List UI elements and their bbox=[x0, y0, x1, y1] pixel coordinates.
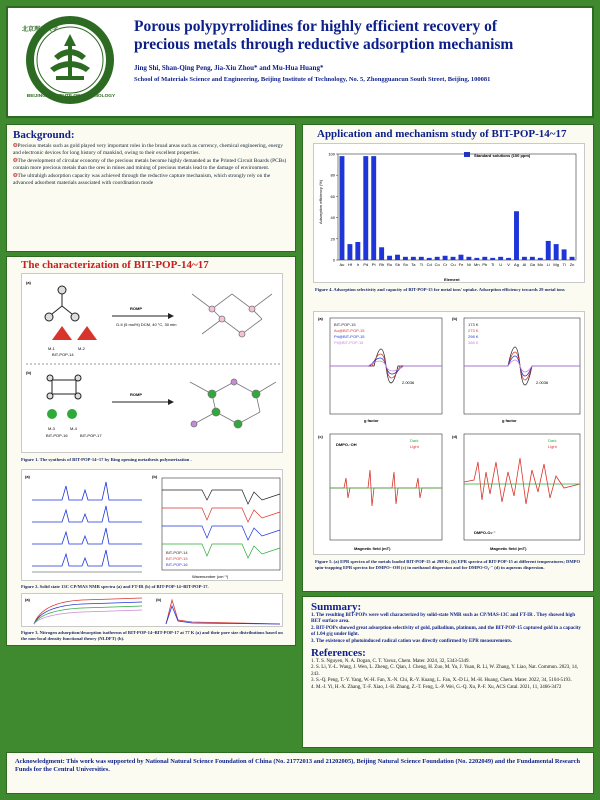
epr-panel-label: (b) bbox=[452, 316, 458, 321]
x-tick-label: Ti bbox=[419, 262, 423, 267]
psd-curves bbox=[166, 600, 280, 624]
chart-bar bbox=[340, 156, 345, 260]
chart-bar bbox=[427, 258, 432, 260]
product-label: BIT-POP-16 bbox=[46, 433, 68, 438]
chart-bar bbox=[506, 258, 511, 260]
x-tick-label: Li bbox=[546, 262, 550, 267]
chart-bar bbox=[371, 156, 376, 260]
characterization-title: The characterization of BIT-POP-14~17 bbox=[21, 259, 209, 271]
monomer-label: M-4 bbox=[70, 426, 77, 431]
summary-title: Summary: bbox=[311, 601, 362, 613]
g-value-label: 2.0036 bbox=[402, 380, 415, 385]
x-tick-label: Ga bbox=[529, 262, 536, 267]
title-line-2: precious metals through reductive adsorption mechanism bbox=[134, 36, 514, 53]
chart-bar bbox=[474, 258, 479, 260]
acknowledgment-text: Acknowledgment: This work was supported by National Natural Science Foundation of China (No. 21772013 and 21202005), Beijing Natural Science Foundation (No. 2202049) and the Fundamental Research Funds for the Central Universities. bbox=[15, 758, 581, 774]
x-tick-label: Cd bbox=[426, 262, 432, 267]
affiliation: School of Materials Science and Engineering, Beijing Institute of Technology, No. 5, Zhongguancun South Street, Beijing, 100081 bbox=[134, 76, 491, 83]
ftir-legend: BIT-POP-16 bbox=[166, 562, 188, 567]
epr-b-legend: 298 K bbox=[468, 334, 479, 339]
x-tick-label: Pt bbox=[371, 262, 376, 267]
x-tick-label: Al bbox=[522, 262, 527, 267]
epr-a-curves bbox=[330, 349, 442, 383]
epr-cd-xlabel: Magnetic field (mT) bbox=[354, 546, 391, 551]
chart-bar bbox=[554, 244, 559, 260]
chart-bar bbox=[435, 257, 440, 260]
chart-bar bbox=[466, 257, 471, 260]
reagent-label: ROMP bbox=[130, 392, 142, 397]
chart-bar bbox=[411, 257, 416, 260]
y-tick-label: 60 bbox=[330, 193, 335, 199]
reference-item: 2. S. Li, Y.-L. Wang, J. Wen, L. Zheng, C. Qian, J. Cheng, H. Zuo, M. Yu, J. Yuan, R. Li, W. Zhang, Y. Liao, Nat. Commun. 2023, 14, 243. bbox=[311, 665, 578, 677]
x-tick-label: Hf bbox=[347, 262, 352, 267]
figure-4-caption: Figure 4. Adsorption selectivity and capacity of BIT-POP-15 for metal ions' uptake. Adsorption efficiency towards 29 metal ions bbox=[315, 287, 565, 292]
dmpo-o2-label: DMPO-O₂·⁻ bbox=[474, 530, 496, 535]
poster-header bbox=[6, 6, 594, 118]
chart-bar bbox=[490, 258, 495, 260]
ftir-legend: BIT-POP-15 bbox=[166, 556, 188, 561]
x-tick-label: Sn bbox=[402, 262, 408, 267]
adsorption-bar-chart bbox=[314, 144, 586, 284]
product-label: BIT-POP-14 bbox=[52, 352, 74, 357]
chart-bar bbox=[562, 249, 567, 260]
chart-bar bbox=[363, 156, 368, 260]
polymer-network-b bbox=[190, 379, 276, 428]
monomer-label: M-1 bbox=[48, 346, 55, 351]
epr-cd-xlabel: Magnetic field (mT) bbox=[490, 546, 527, 551]
authors: Jing Shi, Shan-Qing Peng, Jia-Xiu Zhou* and Mu-Hua Huang* bbox=[134, 64, 324, 72]
chart-bar bbox=[379, 247, 384, 260]
ftir-xlabel: Wavenumber (cm⁻¹) bbox=[192, 574, 229, 579]
x-tick-label: Cr bbox=[442, 262, 448, 267]
monomer-m3 bbox=[47, 375, 81, 399]
epr-a-legend: Au@BIT-POP-15 bbox=[334, 328, 365, 333]
epr-c-legend: Dark bbox=[410, 438, 419, 443]
x-tick-label: Ag bbox=[514, 262, 519, 267]
chart-bar bbox=[498, 257, 503, 260]
figure-5 bbox=[313, 311, 585, 555]
chart-bar bbox=[419, 257, 424, 260]
x-tick-label: Cu bbox=[450, 262, 456, 267]
figure-4-chart bbox=[313, 143, 585, 283]
epr-a-legend: BIT-POP-15 bbox=[334, 322, 356, 327]
chart-bar bbox=[403, 257, 408, 260]
ftir-legend: BIT-POP-14 bbox=[166, 550, 188, 555]
chart-bar bbox=[387, 256, 392, 260]
application-section bbox=[302, 124, 594, 592]
figure-1-scheme bbox=[21, 273, 283, 453]
chart-bar bbox=[355, 242, 360, 260]
characterization-section bbox=[6, 256, 296, 646]
epr-a-legend: Pd@BIT-POP-15 bbox=[334, 334, 365, 339]
figure-1-caption: Figure 1. The synthesis of BIT-POP-14~17 by Ring opening metathesis polymerization . bbox=[21, 457, 192, 462]
g-value-label: 2.0036 bbox=[536, 380, 549, 385]
epr-b-legend: 388 K bbox=[468, 340, 479, 345]
nmr-spectra bbox=[32, 482, 142, 566]
application-title: Application and mechanism study of BIT-POP-14~17 bbox=[317, 128, 567, 140]
dmpo-oh-label: DMPO-·OH bbox=[336, 442, 357, 447]
chart-bar bbox=[451, 257, 456, 260]
epr-b-legend: 273 K bbox=[468, 328, 479, 333]
chart-bar bbox=[538, 258, 543, 260]
figure-2-caption: Figure 2. Solid state 13C CP/MAS NMR spectra (a) and FT-IR (b) of BIT-POP-14~BIT-POP-17. bbox=[21, 584, 209, 589]
x-tick-label: Ir bbox=[356, 262, 360, 267]
x-tick-label: Ti bbox=[491, 262, 495, 267]
monomer-m2 bbox=[52, 326, 97, 340]
x-tick-label: Ta bbox=[411, 262, 416, 267]
monomer-label: M-2 bbox=[78, 346, 85, 351]
acknowledgment-section bbox=[6, 752, 594, 794]
monomer-label: M-3 bbox=[48, 426, 55, 431]
y-tick-label: 100 bbox=[328, 151, 335, 157]
chart-bar bbox=[546, 241, 551, 260]
figure-2 bbox=[21, 469, 283, 581]
scheme-b-label: (b) bbox=[26, 370, 32, 375]
summary-item: 2. BIT-POPs showed great adsorption selectivity of gold, palladium, platinum, and the BIT-POP-15 captured gold in a capacity of 1.04 g/g under light. bbox=[311, 625, 581, 638]
title-line-1: Porous polypyrrolidines for highly efficient recovery of bbox=[134, 18, 498, 35]
reference-item: 4. M.-J. Yi, H.-X. Zhang, T.-F. Xiao, J.-H. Zhang, Z.-T. Feng, L.-P. Wei, G.-Q. Xu, P.-F. Xu, ACS Catal. 2021, 11, 3466-3472 bbox=[311, 684, 562, 690]
logo-chinese-text: 北京理工大学 bbox=[22, 27, 59, 33]
x-tick-label: Co bbox=[434, 262, 440, 267]
summary-item: 1. The resulting BIT-POPs were well characterized by solid-state NMR such as CP/MAS-13C and FT-IR . They showed high BET surface area. bbox=[311, 613, 576, 625]
chart-bar bbox=[347, 244, 352, 260]
chart-bar bbox=[395, 255, 400, 260]
y-tick-label: 40 bbox=[330, 215, 335, 221]
x-tick-label: Fe bbox=[458, 262, 464, 267]
monomer-m4 bbox=[47, 409, 77, 419]
epr-xlabel: g factor bbox=[502, 418, 517, 423]
x-tick-label: Sb bbox=[395, 262, 400, 267]
x-tick-label: Pb bbox=[482, 262, 488, 267]
panel-a-label: (a) bbox=[25, 474, 30, 479]
epr-panel-label: (d) bbox=[452, 434, 458, 439]
x-tick-label: Ni bbox=[467, 262, 471, 267]
reagent-label: ROMP bbox=[130, 306, 142, 311]
x-tick-label: Au bbox=[339, 262, 345, 267]
chart-bar bbox=[443, 256, 448, 260]
x-tick-label: Rh bbox=[379, 262, 385, 267]
x-tick-label: Zn bbox=[569, 262, 575, 267]
y-tick-label: 80 bbox=[330, 172, 335, 178]
chart-x-label: Element bbox=[444, 277, 460, 282]
epr-a-legend: Pt@BIT-POP-15 bbox=[334, 340, 364, 345]
chart-y-label: Adsorption efficiency (%) bbox=[318, 179, 323, 224]
epr-panel-label: (c) bbox=[318, 434, 323, 439]
isotherm-curves bbox=[34, 598, 142, 624]
x-tick-label: V bbox=[507, 262, 510, 267]
epr-panel-label: (a) bbox=[318, 316, 323, 321]
chart-bar bbox=[522, 257, 527, 260]
epr-b-legend: 173 K bbox=[468, 322, 479, 327]
x-tick-label: Mn bbox=[474, 262, 480, 267]
chart-legend-swatch bbox=[464, 152, 470, 157]
x-tick-label: Ti bbox=[562, 262, 566, 267]
monomer-m1 bbox=[45, 286, 79, 321]
background-section bbox=[6, 124, 296, 252]
x-tick-label: Ru bbox=[387, 262, 393, 267]
epr-b-curves bbox=[464, 347, 580, 385]
chart-bar bbox=[570, 257, 575, 260]
chart-bar bbox=[482, 257, 487, 260]
x-tick-label: Mo bbox=[537, 262, 544, 267]
panel-b-label: (b) bbox=[152, 474, 158, 479]
panel-a-label: (a) bbox=[25, 597, 30, 602]
epr-c-legend: Light bbox=[410, 444, 419, 449]
x-tick-label: Mg bbox=[553, 262, 559, 267]
summary-item: 3. The existence of photoinduced radical cation was directly confirmed by EPR measurements. bbox=[311, 638, 513, 644]
chart-bar bbox=[514, 211, 519, 260]
epr-d-legend: Light bbox=[548, 444, 557, 449]
logo-english-text: BEIJING INSTITUTE OF TECHNOLOGY bbox=[26, 94, 116, 99]
background-bullet: ❂Precious metals such as gold played very important roles in the broad areas such as currency, chemical engineering, energy and electronic devices for long history of mankind, owing to their excellent properties. bbox=[13, 143, 283, 156]
figure-3 bbox=[21, 593, 283, 627]
summary-section bbox=[302, 596, 594, 748]
y-tick-label: 20 bbox=[330, 236, 335, 242]
background-bullet: ❂The ultrahigh adsorption capacity was achieved through the reductive capture mechanism, which strongly rely on the advanced adsorbent materials associated with coordination mode bbox=[13, 173, 271, 186]
ftir-spectra bbox=[162, 490, 280, 558]
reference-item: 3. S.-Q. Peng, T.-Y. Yang, W.-H. Fan, X.-N. Chi, R.-Y. Kuang, L. Fan, X.-D Li, M.-H. Huang, Chem. Mater. 2022, 34, 5104-5193. bbox=[311, 678, 572, 684]
polymer-network-a bbox=[192, 294, 272, 337]
epr-d-legend: Dark bbox=[548, 438, 557, 443]
poster-title bbox=[134, 18, 590, 54]
y-tick-label: 0 bbox=[332, 257, 335, 263]
background-bullet: ❂The development of circular economy of the precious metals become highly demanded as the Printed Circuit Boards (PCBs) contain more precious metals than the ores in mines and mining of precious metals lead to the damage of environment. bbox=[13, 158, 287, 171]
x-tick-label: U bbox=[499, 262, 503, 267]
figure-5-caption: Figure 5. (a) EPR spectra of the metals loaded BIT-POP-15 at 298 K; (b) EPR spectra of BIT-POP-15 at different temperatures; DMPO spin-trapping EPR spectra for DMPO-·OH (c) in methanol dispersion and for DMPO-O₂·⁻ (d) in aqueous dispersion. bbox=[315, 559, 581, 570]
x-tick-label: Pd bbox=[363, 262, 369, 267]
chart-legend-label: Standard solutions (100 ppm) bbox=[474, 153, 531, 158]
conditions-label: G-II (5 mol%) DCM, 40 °C, 30 min bbox=[116, 322, 177, 327]
product-label: BIT-POP-17 bbox=[80, 433, 102, 438]
chart-bar bbox=[530, 257, 535, 260]
scheme-a-label: (a) bbox=[26, 280, 31, 285]
panel-b-label: (b) bbox=[156, 597, 162, 602]
figure-3-caption: Figure 3. Nitrogen adsorption/desorption isotherms of BIT-POP-14~BIT-POP-17 at 77 K (a) and their pore size distributions based on the non-local density functional theory (NLDFT) (b). bbox=[21, 630, 283, 641]
chart-bar bbox=[459, 255, 464, 260]
background-title: Background: bbox=[13, 129, 75, 141]
reference-item: 1. T. S. Nguyen, N. A. Dogan, C. T. Yavuz, Chem. Mater. 2024, 32, 5343-5349. bbox=[311, 659, 470, 665]
epr-xlabel: g factor bbox=[364, 418, 379, 423]
references-title: References: bbox=[311, 647, 366, 660]
